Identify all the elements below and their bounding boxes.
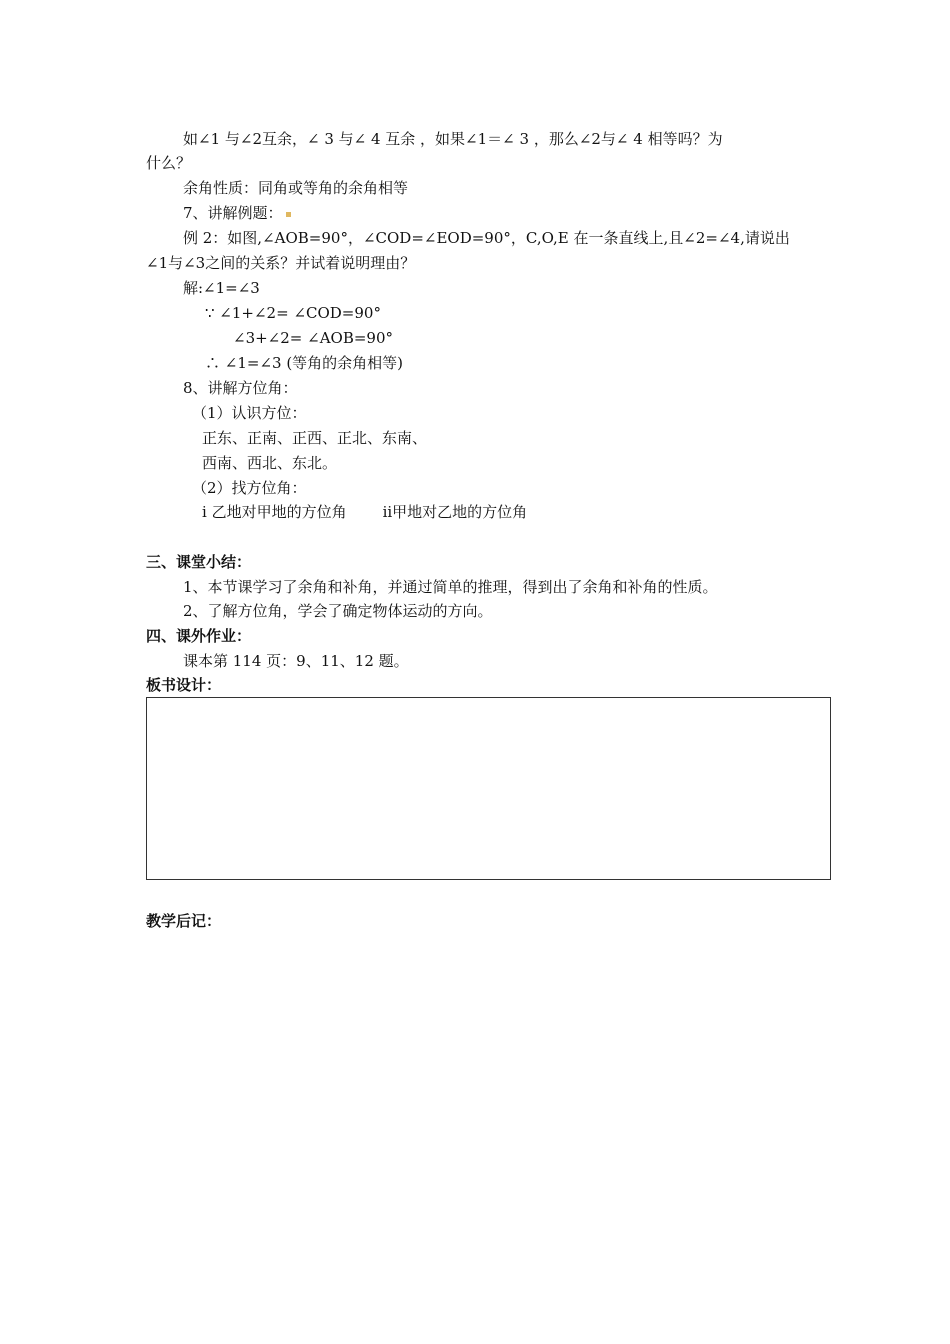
section-8-title: 8、讲解方位角： xyxy=(183,379,298,397)
board-design-box xyxy=(146,697,831,880)
solution-line: 解:∠1=∠3 xyxy=(183,279,260,297)
subsection-8-1: （1）认识方位： xyxy=(192,404,307,422)
teaching-reflection-heading: 教学后记： xyxy=(146,912,222,930)
example-line-1: 例 2：如图,∠AOB=90°，∠COD=∠EOD=90°，C,O,E 在一条直线上,且∠2=∠4,请说出 xyxy=(183,229,790,247)
bearing-line xyxy=(202,502,527,522)
directions-line-2: 西南、西北、东北。 xyxy=(202,454,338,472)
question-line-2: 什么？ xyxy=(146,154,192,172)
section-7-title xyxy=(183,203,291,223)
homework-text: 课本第 114 页：9、11、12 题。 xyxy=(183,652,409,670)
summary-item-1: 1、本节课学习了余角和补角，并通过简单的推理，得到出了余角和补角的性质。 xyxy=(183,578,718,596)
subsection-8-2: （2）找方位角： xyxy=(192,479,307,497)
directions-line-1: 正东、正南、正西、正北、东南、 xyxy=(202,429,428,447)
board-design-heading: 板书设计： xyxy=(146,676,222,694)
summary-item-2: 2、了解方位角，学会了确定物体运动的方向。 xyxy=(183,602,493,620)
bearing-b: ii甲地对乙地的方位角 xyxy=(382,503,528,521)
complement-property: 余角性质：同角或等角的余角相等 xyxy=(183,179,409,197)
section-7-label: 7、讲解例题： xyxy=(183,204,283,222)
question-line-1: 如∠1 与∠2互余，∠ 3 与∠ 4 互余 ，如果∠1＝∠ 3 ，那么∠2与∠ 4 相等吗？为 xyxy=(183,130,723,148)
homework-heading: 四、课外作业： xyxy=(146,627,252,645)
marker-icon xyxy=(286,212,291,217)
therefore-line: ∴ ∠1=∠3 (等角的余角相等) xyxy=(205,354,404,372)
because-line: ∵ ∠1+∠2= ∠COD=90° xyxy=(205,304,381,322)
step-2-line: ∠3+∠2= ∠AOB=90° xyxy=(233,329,394,347)
bearing-a: i 乙地对甲地的方位角 xyxy=(202,503,347,521)
example-line-2: ∠1与∠3之间的关系？并试着说明理由？ xyxy=(146,254,416,272)
summary-heading: 三、课堂小结： xyxy=(146,553,252,571)
